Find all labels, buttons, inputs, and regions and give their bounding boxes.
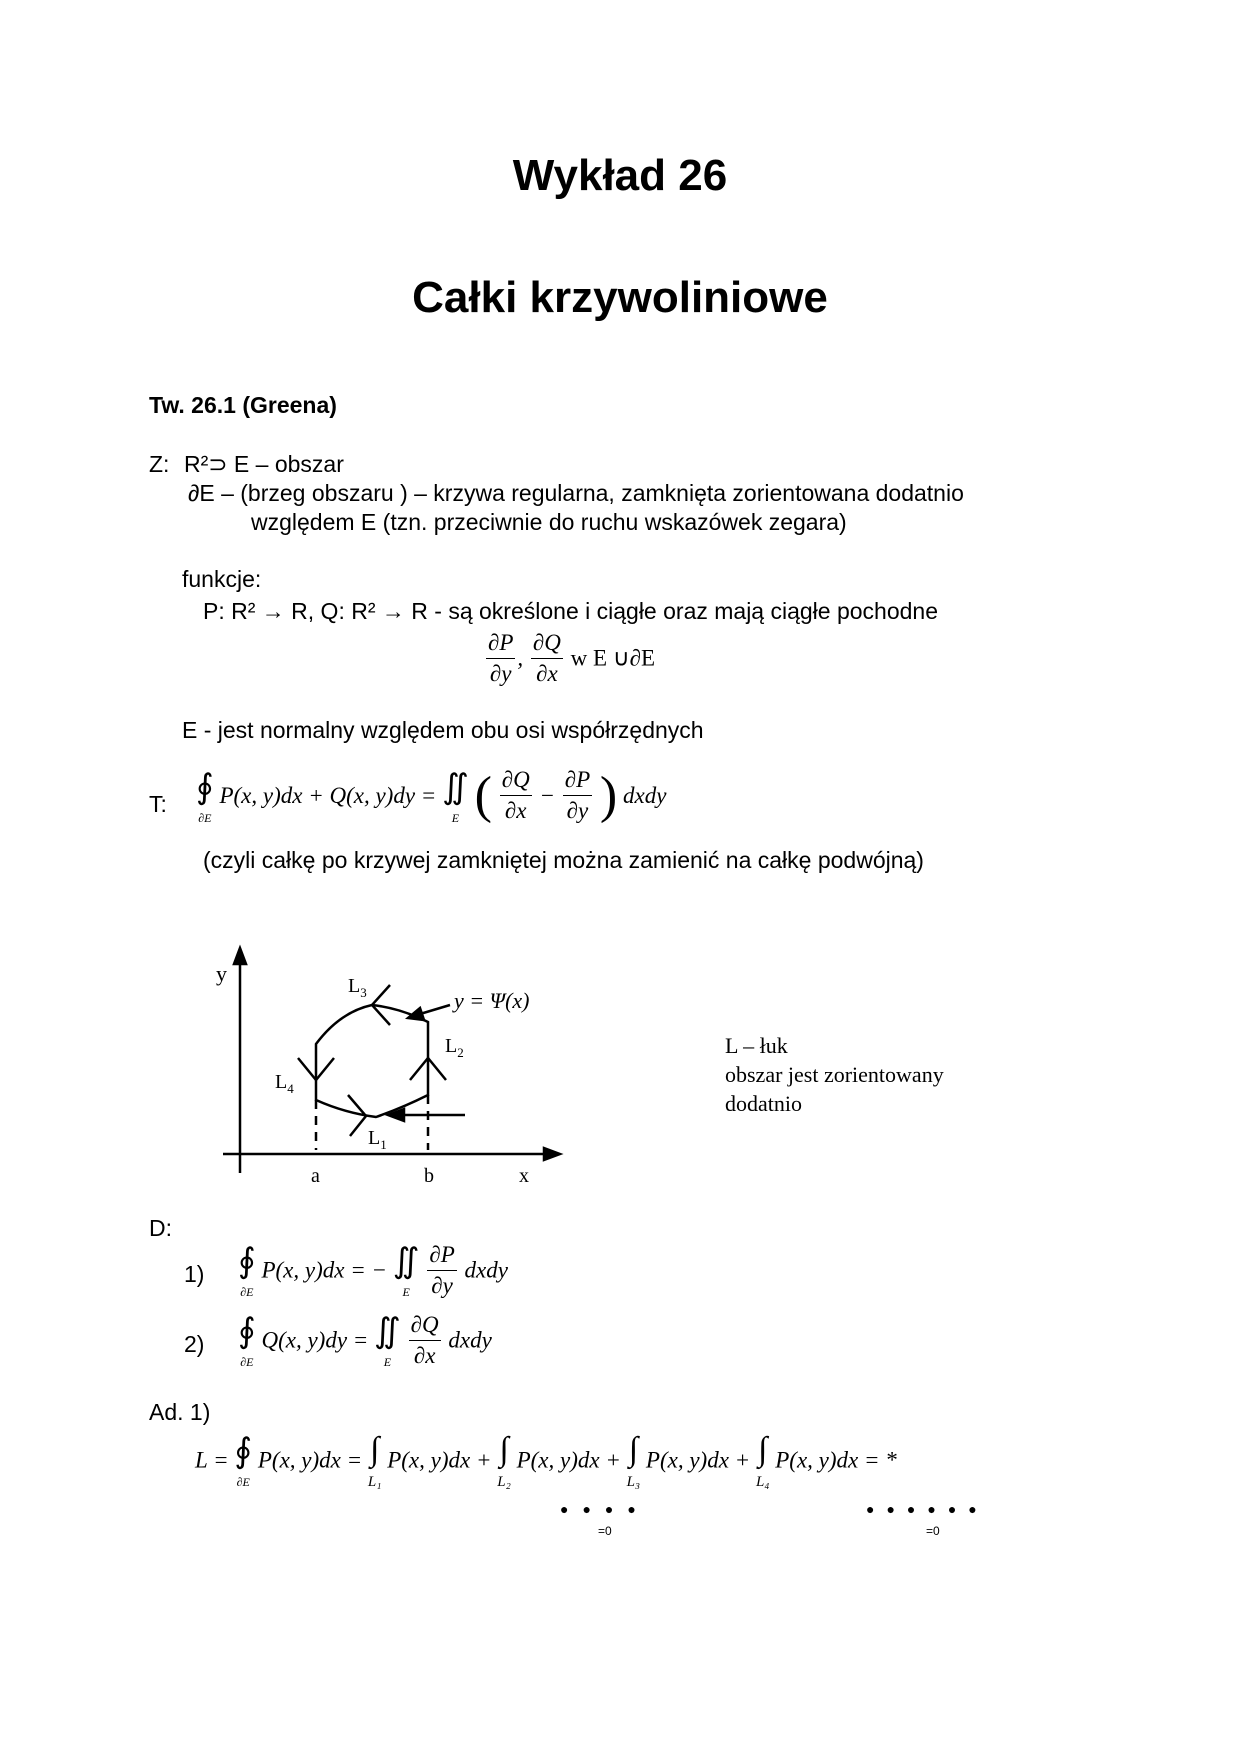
item2-den: ∂x — [413, 1342, 436, 1368]
t-note: (czyli całkę po krzywej zamkniętej można zamienić na całkę podwójną) — [203, 847, 924, 873]
left-paren: ( — [474, 767, 492, 824]
b-label: b — [424, 1165, 434, 1187]
integral-icon: ∫ — [758, 1431, 768, 1468]
L4-sub: 4 — [287, 1081, 294, 1096]
L3-text: L — [348, 975, 361, 997]
f1-den: ∂x — [504, 798, 527, 824]
y-axis-arrow-icon — [234, 948, 246, 964]
f2-num: ∂P — [563, 765, 592, 796]
y-axis-label: y — [216, 961, 227, 986]
item2-tail: dxdy — [448, 1327, 492, 1353]
d-label: D: — [149, 1215, 172, 1241]
item1-num: ∂P — [427, 1240, 456, 1271]
item2-num: ∂Q — [409, 1310, 441, 1341]
L1-label — [368, 1126, 387, 1151]
sum-plus-2: + — [605, 1447, 621, 1473]
d1-den: ∂y — [489, 660, 512, 686]
minus: − — [539, 782, 555, 808]
underbrace-dots-1: ●●●● — [560, 1501, 650, 1517]
item1-tail: dxdy — [464, 1257, 508, 1283]
item2-lhs: Q(x, y)dy = — [261, 1327, 369, 1353]
sum-term-2: P(x, y)dx — [516, 1447, 600, 1473]
integral-icon: ∫ — [499, 1431, 509, 1468]
contour-integral-icon: ∮ — [196, 768, 214, 806]
note-line-2: obszar jest zorientowany — [725, 1062, 944, 1087]
functions-line: P: R² → R, Q: R² → R - są określone i ciągłe oraz mają ciągłe pochodne — [203, 598, 939, 624]
item1-sub: ∂E — [240, 1285, 254, 1300]
L1-sub: 1 — [380, 1137, 387, 1152]
L1-text: L — [368, 1127, 381, 1149]
sum-formula — [195, 1428, 897, 1492]
psi-pointer-line — [420, 1005, 450, 1014]
L4-text: L — [275, 1071, 288, 1093]
contour-integral-icon: ∮ — [234, 1433, 253, 1471]
zero-label-1: =0 — [598, 1524, 612, 1538]
a-label: a — [311, 1165, 320, 1187]
psi-label: y = Ψ(x) — [454, 988, 530, 1013]
z-line-1: R²⊃ E – obszar — [184, 451, 344, 477]
f2-den: ∂y — [566, 798, 589, 824]
sum-c-sub: ∂E — [236, 1475, 250, 1490]
d1-num: ∂P — [486, 628, 515, 659]
zero-label-2: =0 — [926, 1524, 940, 1538]
item1-lhs: P(x, y)dx = − — [261, 1257, 388, 1283]
x-axis-label: x — [519, 1165, 529, 1187]
d2-den: ∂x — [536, 660, 558, 686]
d2-num: ∂Q — [531, 628, 563, 659]
L2-sub: 2 — [457, 1045, 464, 1060]
L4-label — [275, 1070, 294, 1095]
double-integral-icon: ∬ — [392, 1243, 420, 1281]
item2-sub: ∂E — [240, 1355, 254, 1370]
L2-text: L — [445, 1035, 458, 1057]
sum-plus-1: + — [475, 1447, 492, 1473]
sum-lhs: L = — [195, 1447, 229, 1473]
f1-num: ∂Q — [500, 765, 532, 796]
sum-term-1: P(x, y)dx — [387, 1447, 471, 1473]
contour-integral-icon: ∮ — [238, 1243, 256, 1281]
derivatives-comma: , — [517, 645, 524, 671]
z-line-3: względem E (tzn. przeciwnie do ruchu wskazówek zegara) — [251, 509, 847, 535]
sum-sub-L4: L₄ — [755, 1474, 770, 1491]
contour-sub: ∂E — [198, 810, 212, 825]
sum-term-4: P(x, y)dx — [775, 1447, 859, 1473]
sum-end: = * — [864, 1447, 897, 1473]
double-integral-icon: ∬ — [442, 768, 469, 806]
double-integral-icon: ∬ — [374, 1313, 401, 1351]
sum-term-3: P(x, y)dx — [645, 1447, 729, 1473]
item2-formula — [238, 1310, 492, 1371]
note-line-1: L – łuk — [725, 1033, 788, 1058]
sum-eq: = — [346, 1447, 363, 1473]
x-axis-arrow-icon — [544, 1148, 560, 1160]
L2-label — [445, 1034, 464, 1059]
z-line-2: ∂E – (brzeg obszaru ) – krzywa regularna, zamknięta zorientowana dodatnio — [188, 480, 964, 506]
sum-term-0: P(x, y)dx — [257, 1447, 341, 1473]
page-subtitle: Całki krzywoliniowe — [412, 273, 828, 322]
sum-sub-L3: L₃ — [626, 1474, 641, 1491]
integral-icon: ∫ — [628, 1431, 639, 1468]
contour-integral-icon: ∮ — [238, 1313, 256, 1351]
integral-icon: ∫ — [370, 1431, 380, 1468]
item1-number: 1) — [184, 1261, 205, 1287]
page-title: Wykład 26 — [512, 151, 728, 200]
t-lhs: P(x, y)dx + Q(x, y)dy = — [219, 782, 437, 808]
underbrace-dots-2: ●●●●●● — [866, 1501, 989, 1517]
note-line-3: dodatnio — [725, 1091, 802, 1116]
L3-label — [348, 974, 367, 999]
z-label: Z: — [149, 451, 170, 477]
sum-sub-L2: L₂ — [497, 1474, 511, 1491]
item1-den: ∂y — [431, 1272, 453, 1298]
functions-label: funkcje: — [182, 566, 262, 592]
double-sub: E — [451, 810, 460, 825]
L3-sub: 3 — [360, 985, 367, 1000]
sum-sub-L1: L₁ — [367, 1474, 382, 1491]
theorem-heading: Tw. 26.1 (Greena) — [149, 392, 337, 418]
sum-plus-3: + — [734, 1447, 751, 1473]
item1-formula — [238, 1240, 508, 1301]
derivatives-tail: w E ∪∂E — [570, 645, 656, 671]
item1-dsub: E — [402, 1285, 410, 1300]
item2-number: 2) — [184, 1331, 205, 1357]
item2-dsub: E — [383, 1355, 392, 1370]
t-label: T: — [149, 791, 167, 817]
t-tail: dxdy — [622, 782, 667, 808]
right-paren: ) — [599, 767, 618, 824]
normal-line: E - jest normalny względem obu osi współrzędnych — [182, 717, 704, 743]
ad-label: Ad. 1) — [149, 1399, 211, 1425]
